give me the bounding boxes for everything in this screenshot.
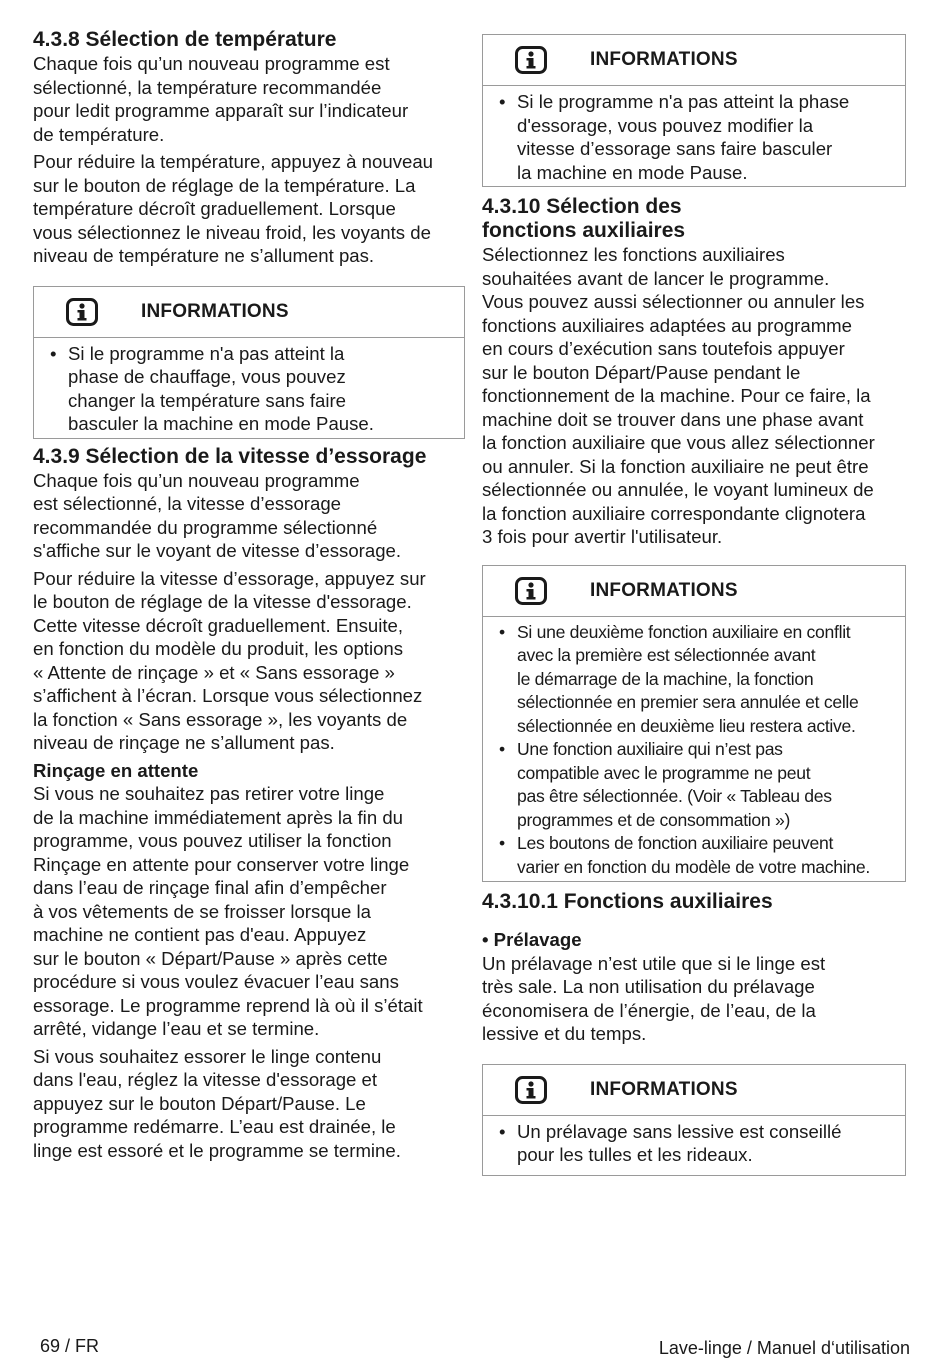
info-icon	[515, 577, 547, 605]
section-4-3-8-title: 4.3.8 Sélection de température	[33, 28, 337, 51]
info-box-header	[34, 287, 464, 338]
bullet-marker: •	[499, 833, 505, 853]
rinse-hold-title: Rinçage en attente	[33, 759, 199, 781]
section-4-3-9-paragraph-2: Pour réduire la vitesse d’essorage, appuyez sur le bouton de réglage de la vitesse d'essorage. Cette vitesse décroît graduellement. Ensuite, en fonction du modèle du produit, les options « Attente de rinçage » et « Sans essorage » s’affichent à l’écran. Lorsque vous sélectionnez la fonction « Sans essorage », les voyants de niveau de rinçage ne s’allument pas.	[33, 567, 426, 753]
info-box-header	[483, 566, 905, 617]
section-4-3-10-title: 4.3.10 Sélection des fonctions auxiliaires	[482, 195, 686, 242]
page-number: 69 / FR	[40, 1336, 100, 1356]
info-icon	[66, 298, 98, 326]
prewash-title: • Prélavage	[482, 929, 582, 950]
info-box-prewash	[482, 1064, 906, 1176]
section-4-3-9-paragraph-1: Chaque fois qu’un nouveau programme est sélectionné, la vitesse d’essorage recommandée du programme sélectionné s'affiche sur le voyant de vitesse d’essorage.	[33, 469, 402, 561]
info-box-body	[483, 617, 905, 882]
info-box-header	[483, 1065, 905, 1116]
bullet-marker: •	[499, 91, 506, 112]
section-4-3-10-1-title: 4.3.10.1 Fonctions auxiliaires	[482, 890, 773, 913]
info-box-body	[34, 338, 464, 438]
info-box-temperature	[33, 286, 465, 439]
document-title: Lave-linge / Manuel d‘utilisation	[658, 1338, 910, 1358]
list-item	[499, 621, 899, 739]
info-bullet-text: Si une deuxième fonction auxiliaire en conflit avec la première est sélectionnée avant le démarrage de la machine, la fonction sélectionnée en premier sera annulée et celle sélectionnée en deuxième lieu restera active.	[517, 621, 859, 736]
info-bullet-text: Une fonction auxiliaire qui n’est pas compatible avec le programme ne peut pas être sélectionnée. (Voir « Tableau des programmes et de consommation »)	[517, 739, 832, 830]
info-box-body	[483, 86, 905, 186]
info-icon	[515, 46, 547, 74]
info-bullet-text: Les boutons de fonction auxiliaire peuvent varier en fonction du modèle de votre machine.	[517, 833, 870, 877]
info-box-header	[483, 35, 905, 86]
section-4-3-9-title: 4.3.9 Sélection de la vitesse d’essorage	[33, 444, 427, 468]
info-box-title: INFORMATIONS	[590, 1078, 738, 1100]
list-item	[499, 1120, 899, 1167]
info-box-auxiliary	[482, 565, 906, 883]
bullet-marker: •	[50, 342, 57, 364]
bullet-marker: •	[499, 1120, 506, 1142]
right-column	[482, 34, 906, 1176]
info-icon	[515, 1076, 547, 1104]
section-4-3-10-paragraph-1: Sélectionnez les fonctions auxiliaires souhaitées avant de lancer le programme. Vous pouvez aussi sélectionner ou annuler les fonctions auxiliaires adaptées au programme en cours d’exécution sans toutefois appuyer sur le bouton Départ/Pause pendant le fonctionnement de la machine. Pour ce faire, la machine doit se trouver dans une phase avant la fonction auxiliaire que vous allez sélectionner ou annuler. Si la fonction auxiliaire ne peut être sélectionnée ou annulée, le voyant lumineux de la fonction auxiliaire correspondante clignotera 3 fois pour avertir l'utilisateur.	[482, 244, 875, 547]
bullet-marker: •	[499, 621, 505, 642]
bullet-marker: •	[499, 739, 505, 759]
rinse-hold-paragraph-2: Si vous souhaitez essorer le linge contenu dans l'eau, réglez la vitesse d'essorage et appuyez sur le bouton Départ/Pause. Le programme redémarre. L’eau est drainée, le linge est essoré et le programme se termine.	[33, 1045, 401, 1161]
info-box-title: INFORMATIONS	[590, 579, 738, 601]
left-column	[33, 28, 465, 1166]
info-box-body	[483, 1116, 905, 1175]
info-box-title: INFORMATIONS	[141, 300, 289, 322]
section-4-3-8-paragraph-2: Pour réduire la température, appuyez à nouveau sur le bouton de réglage de la température. La température décroît graduellement. Lorsque vous sélectionnez le niveau froid, les voyants de niveau de température ne s’allument pas.	[33, 151, 434, 266]
info-box-title: INFORMATIONS	[590, 49, 738, 70]
list-item	[499, 90, 899, 184]
list-item	[499, 832, 899, 879]
list-item	[499, 738, 899, 832]
info-bullet-text: Si le programme n'a pas atteint la phase d'essorage, vous pouvez modifier la vitesse d’essorage sans faire basculer la machine en mode Pause.	[517, 91, 850, 183]
list-item	[50, 342, 458, 436]
rinse-hold-paragraph-1: Si vous ne souhaitez pas retirer votre linge de la machine immédiatement après la fin du programme, vous pouvez utiliser la fonction Rinçage en attente pour conserver votre linge dans l’eau de rinçage final afin d’empêcher à vos vêtements de se froisser lorsque la machine ne contient pas d'eau. Appuyez sur le bouton « Départ/Pause » après cette procédure si vous voulez évacuer l’eau sans essorage. Le programme reprend là où il s’était arrêté, vidange l’eau et se termine.	[33, 783, 423, 1039]
info-box-spin	[482, 34, 906, 187]
info-bullet-text: Un prélavage sans lessive est conseillé pour les tulles et les rideaux.	[517, 1120, 842, 1165]
info-bullet-text: Si le programme n'a pas atteint la phase de chauffage, vous pouvez changer la température sans faire basculer la machine en mode Pause.	[68, 342, 374, 434]
section-4-3-8-paragraph-1: Chaque fois qu’un nouveau programme est sélectionné, la température recommandée pour ledit programme apparaît sur l’indicateur de température.	[33, 53, 409, 145]
prewash-paragraph: Un prélavage n’est utile que si le linge est très sale. La non utilisation du prélavage économisera de l’énergie, de l’eau, de la lessive et du temps.	[482, 952, 826, 1044]
